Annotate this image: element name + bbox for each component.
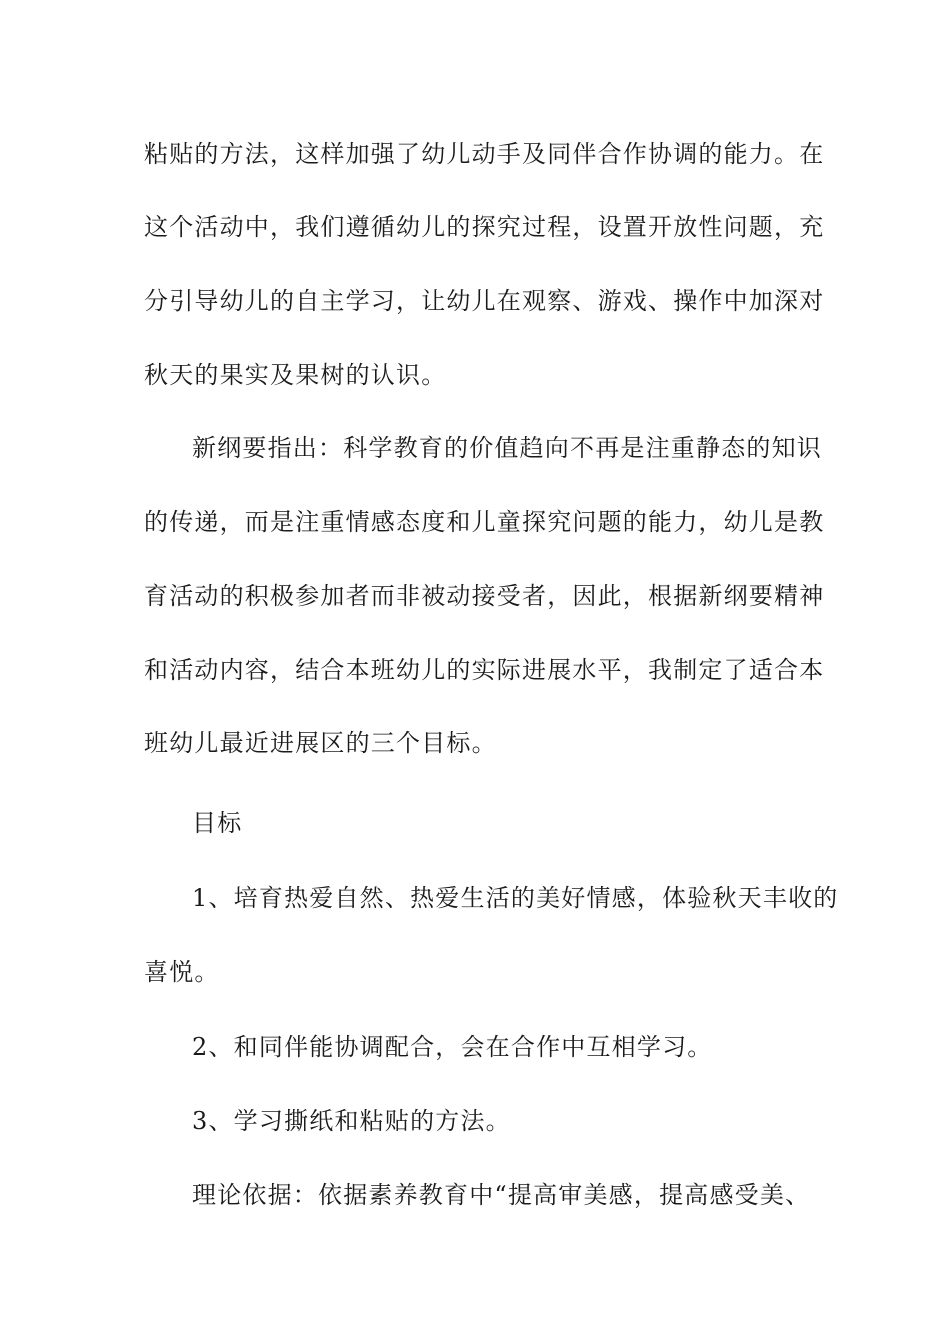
goal-item-1: 1、培育热爱自然、热爱生活的美好情感，体验秋天丰收的 xyxy=(192,884,839,912)
text-line: 的传递，而是注重情感态度和儿童探究问题的能力，幼儿是教 xyxy=(144,508,825,536)
text-line: 育活动的积极参加者而非被动接受者，因此，根据新纲要精神 xyxy=(144,582,825,610)
text-line: 秋天的果实及果树的认识。 xyxy=(144,361,447,389)
text-line: 分引导幼儿的自主学习，让幼儿在观察、游戏、操作中加深对 xyxy=(144,287,825,315)
text-line: 喜悦。 xyxy=(144,958,220,986)
text-line: 和活动内容，结合本班幼儿的实际进展水平，我制定了适合本 xyxy=(144,656,825,684)
text-line: 班幼儿最近进展区的三个目标。 xyxy=(144,729,497,757)
goal-item-3: 3、学习撕纸和粘贴的方法。 xyxy=(192,1107,511,1135)
text-line: 粘贴的方法，这样加强了幼儿动手及同伴合作协调的能力。在 xyxy=(144,140,825,168)
section-heading: 目标 xyxy=(192,809,243,837)
goal-item-2: 2、和同伴能协调配合，会在合作中互相学习。 xyxy=(192,1033,713,1061)
paragraph-first-line: 理论依据：依据素养教育中“提高审美感，提高感受美、 xyxy=(192,1181,811,1209)
text-line: 这个活动中，我们遵循幼儿的探究过程，设置开放性问题，充 xyxy=(144,213,825,241)
paragraph-first-line: 新纲要指出：科学教育的价值趋向不再是注重静态的知识 xyxy=(192,434,822,462)
